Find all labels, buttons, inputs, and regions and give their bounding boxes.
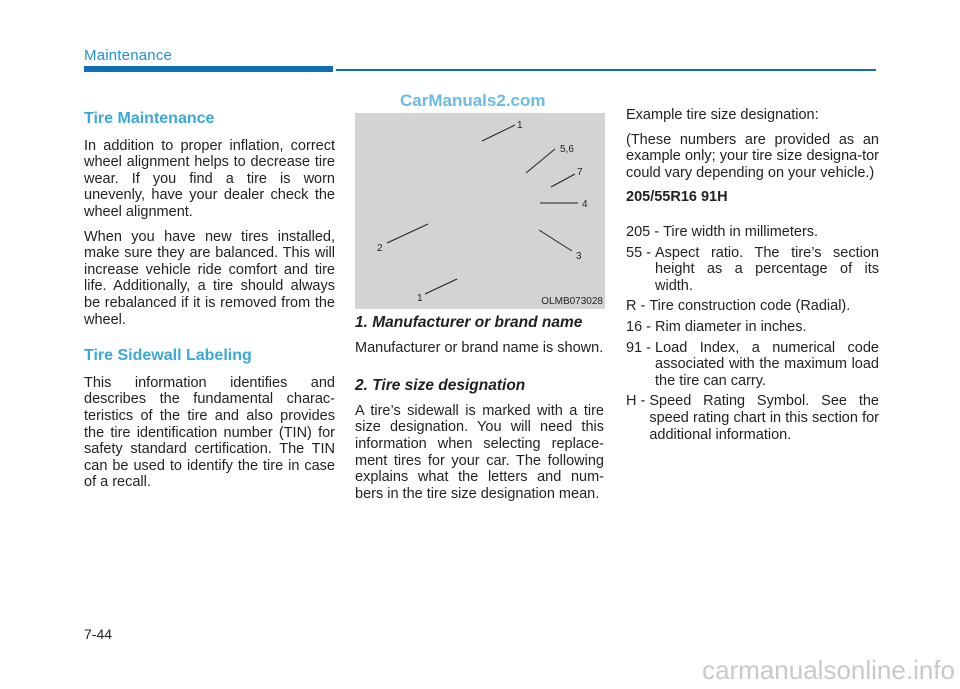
heading-sidewall-labeling: Tire Sidewall Labeling	[84, 347, 252, 365]
heading-manufacturer-name: 1. Manufacturer or brand name	[355, 314, 583, 331]
label-5-6: 5,6	[560, 144, 574, 155]
callout-line	[539, 230, 572, 251]
example-note: (These numbers are provided as an example only; your tire size designa-tor could vary depending on your vehicle.)	[626, 131, 879, 181]
column-3	[626, 107, 879, 447]
column-2	[355, 315, 604, 510]
page-number: 7-44	[84, 626, 113, 642]
label-7: 7	[577, 167, 583, 178]
label-1-top: 1	[517, 120, 523, 131]
section-title: Maintenance	[84, 47, 173, 64]
tire-size-example: 205/55R16 91H	[626, 189, 728, 206]
tire-sidewall-diagram	[355, 113, 605, 309]
figure-code: OLMB073028	[541, 296, 603, 307]
paragraph-tire-size: A tire’s sidewall is marked with a tire size designation. You will need this information when selecting replace-ment tires for your car. The following explains what the letters and num-bers in the tire size designation mean.	[355, 402, 604, 502]
column-1	[84, 111, 335, 499]
label-1-bottom: 1	[417, 293, 423, 304]
list-item: 16 - Rim diameter in inches.	[626, 318, 807, 335]
watermark-text: CarManuals2.com	[400, 91, 546, 110]
list-item: H - Speed Rating Symbol. See the speed rating chart in this section for additional information.	[626, 393, 879, 443]
paragraph-alignment: In addition to proper inflation, correct wheel alignment helps to decrease tire wear. If you find a tire is worn unevenly, have your dealer check the wheel alignment.	[84, 137, 335, 220]
callout-line	[425, 279, 457, 294]
example-intro: Example tire size designation:	[626, 107, 819, 123]
list-item: 55 - Aspect ratio. The tire’s section height as a percentage of its width.	[626, 244, 879, 294]
footer-watermark: carmanualsonline.info	[702, 655, 955, 685]
heading-tire-size: 2. Tire size designation	[355, 377, 526, 395]
callout-line	[387, 224, 428, 243]
header-rule-thin	[336, 69, 876, 71]
list-item: 205 - Tire width in millimeters.	[626, 223, 819, 240]
paragraph-manufacturer: Manufacturer or brand name is shown.	[355, 339, 604, 356]
callout-line	[482, 125, 515, 141]
label-4: 4	[582, 199, 588, 210]
label-2: 2	[377, 243, 383, 254]
heading-tire-maintenance: Tire Maintenance	[84, 110, 215, 127]
tire-sidewall-figure	[355, 113, 605, 309]
callout-line	[526, 149, 555, 173]
list-item: 91 - Load Index, a numerical code associated with the maximum load the tire can carry.	[626, 339, 879, 389]
paragraph-balancing: When you have new tires installed, make sure they are balanced. This will increase vehicle ride comfort and tire life. Additionally, a tire should always be rebalanced if it is removed from the wheel.	[84, 228, 335, 328]
list-item: R - Tire construction code (Radial).	[626, 298, 851, 315]
label-3: 3	[576, 251, 582, 262]
paragraph-sidewall-info: This information identifies and describes the fundamental charac-teristics of the tire and also provides the tire identification number (TIN) for safety standard certification. The TIN can be used to identify the tire in case of a recall.	[84, 374, 335, 491]
callout-line	[551, 174, 575, 187]
header-rule-thick	[84, 66, 333, 72]
